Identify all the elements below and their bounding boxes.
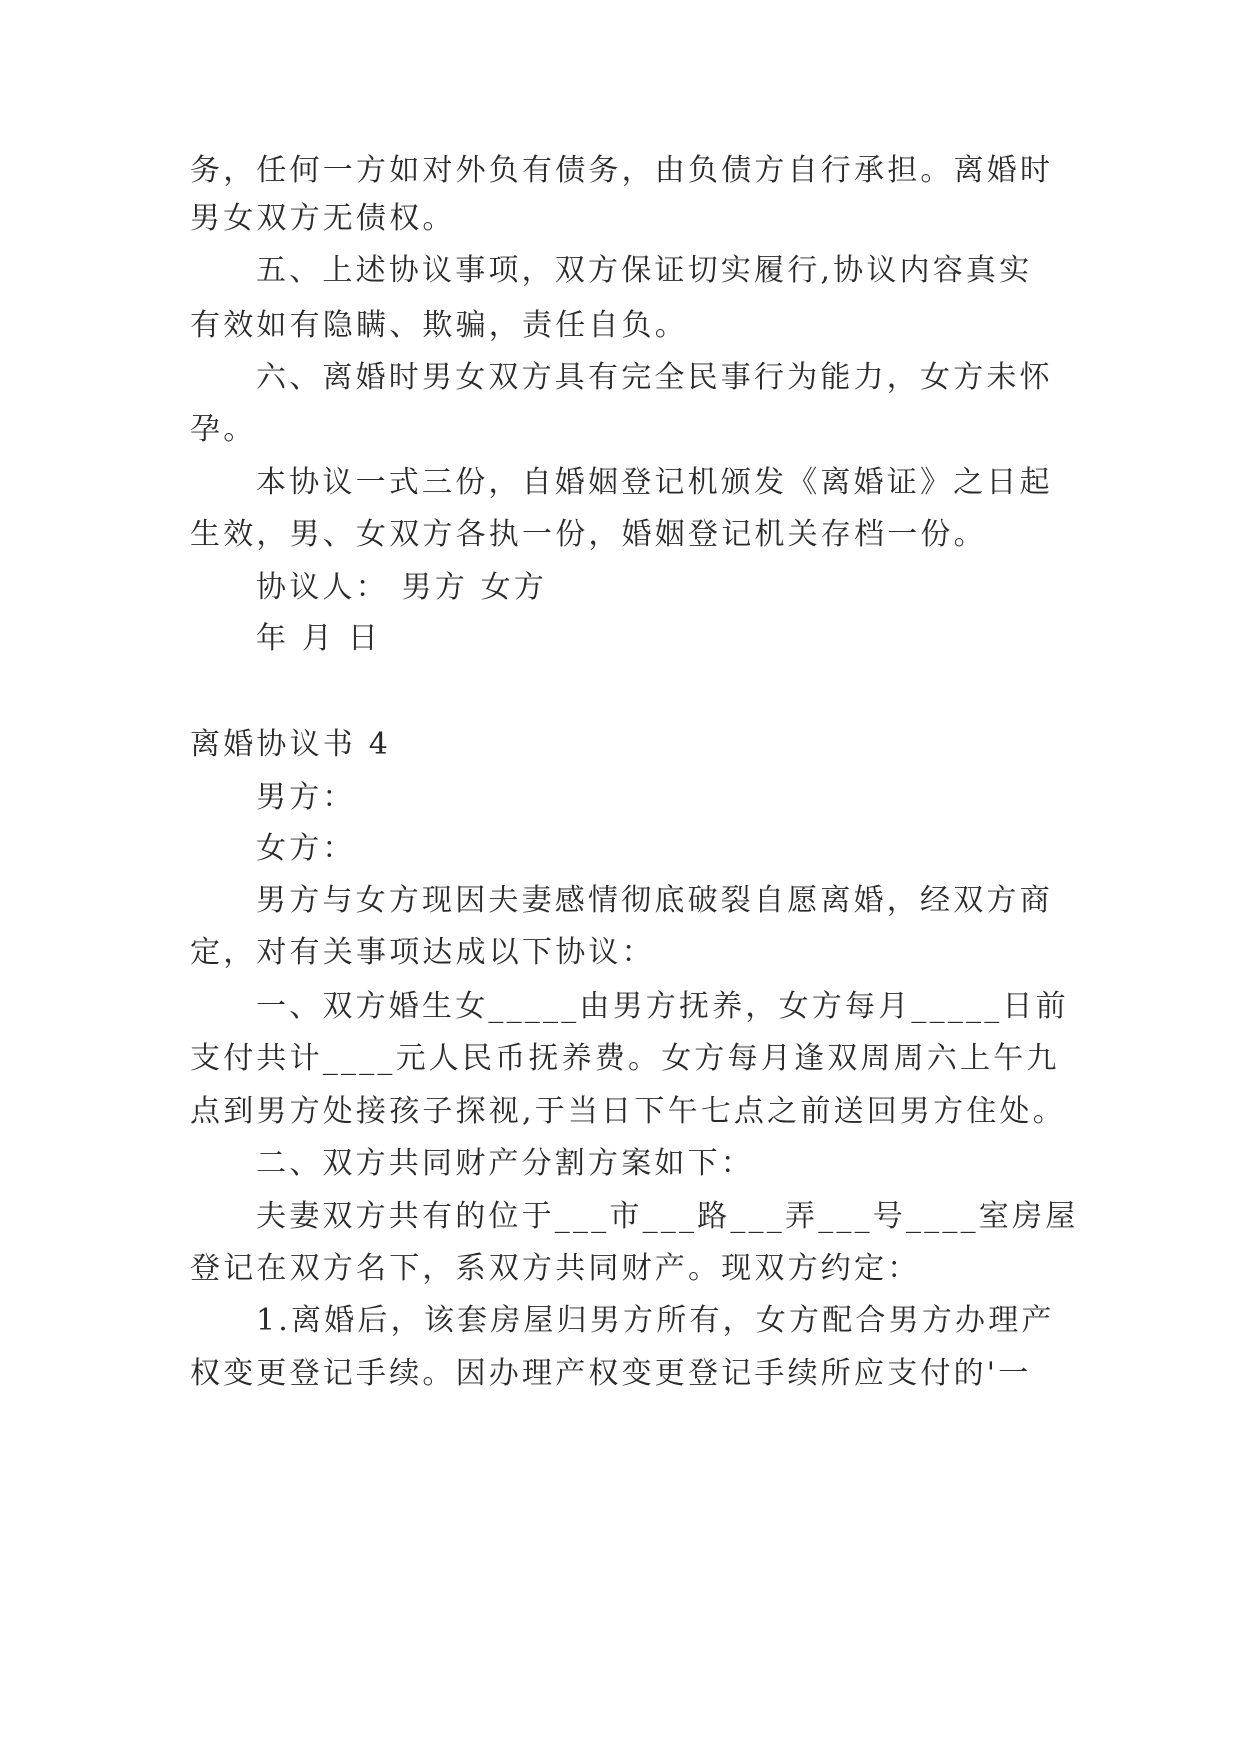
signatories-line: 协议人： 男方 女方 (256, 570, 548, 605)
text-line: 男方与女方现因夫妻感情彻底破裂自愿离婚，经双方商 (256, 883, 1053, 918)
text-line: 一、双方婚生女_____由男方抚养，女方每月_____日前 (256, 989, 1069, 1024)
text-line: 务，任何一方如对外负有债务，由负债方自行承担。离婚时 (190, 153, 1054, 188)
section-title: 离婚协议书 4 (190, 727, 392, 762)
text-line: 支付共计____元人民币抚养费。女方每月逢双周周六上午九 (190, 1041, 1060, 1076)
text-line: 六、离婚时男女双方具有完全民事行为能力，女方未怀 (256, 360, 1053, 395)
text-line: 生效，男、女双方各执一份，婚姻登记机关存档一份。 (190, 517, 987, 552)
text-line: 权变更登记手续。因办理产权变更登记手续所应支付的'一 (190, 1356, 1032, 1391)
text-line: 男女双方无债权。 (190, 201, 456, 236)
text-line: 五、上述协议事项，双方保证切实履行,协议内容真实 (256, 253, 1033, 288)
text-line: 夫妻双方共有的位于___市___路___弄___号____室房屋 (256, 1199, 1079, 1234)
text-line: 定，对有关事项达成以下协议： (190, 935, 655, 970)
text-line: 有效如有隐瞒、欺骗，责任自负。 (190, 308, 688, 343)
text-line: 登记在双方名下，系双方共同财产。现双方约定： (190, 1251, 921, 1286)
text-line: 点到男方处接孩子探视,于当日下午七点之前送回男方住处。 (190, 1094, 1066, 1129)
text-line: 二、双方共同财产分割方案如下： (256, 1146, 754, 1181)
text-line: 孕。 (190, 412, 257, 447)
text-line: 本协议一式三份，自婚姻登记机颁发《离婚证》之日起 (256, 465, 1053, 500)
text-line: 男方： (256, 780, 356, 815)
date-line: 年 月 日 (256, 621, 382, 656)
text-line: 女方： (256, 831, 356, 866)
text-line: 1.离婚后，该套房屋归男方所有，女方配合男方办理产 (256, 1303, 1055, 1338)
